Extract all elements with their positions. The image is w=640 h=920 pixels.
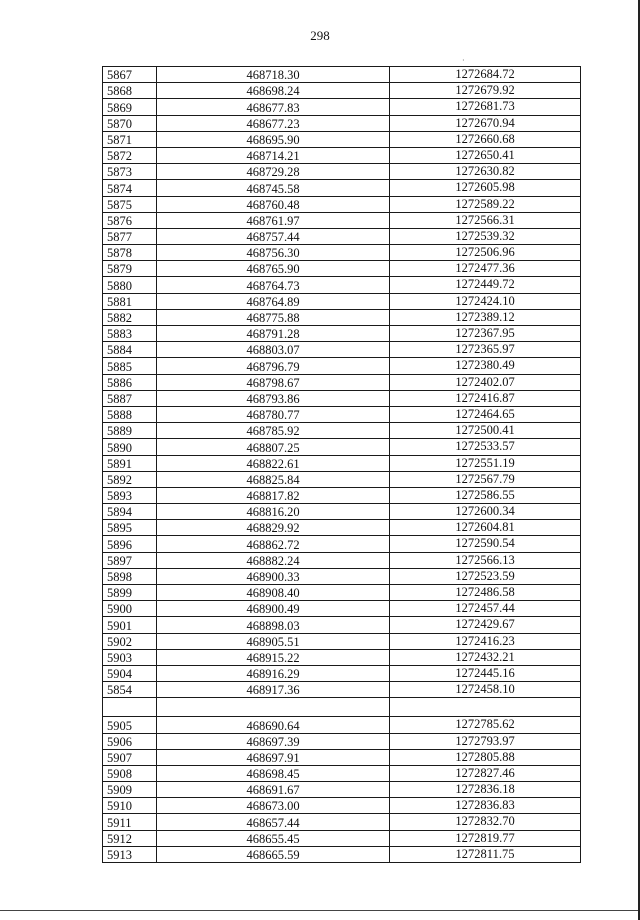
table-row — [103, 601, 581, 617]
y-coordinate-cell: 1272402.07 — [390, 374, 581, 390]
table-row — [103, 115, 581, 131]
point-id-cell: 5873 — [103, 164, 157, 180]
table-row — [103, 814, 581, 830]
y-coordinate-cell: 1272630.82 — [390, 164, 581, 180]
y-coordinate-cell: 1272604.81 — [390, 520, 581, 536]
y-coordinate-cell: 1272365.97 — [390, 342, 581, 358]
x-coordinate-cell: 468757.44 — [157, 228, 390, 244]
table-row — [103, 406, 581, 422]
y-coordinate-cell: 1272600.34 — [390, 504, 581, 520]
y-coordinate-cell: 1272670.94 — [390, 115, 581, 131]
table-row — [103, 520, 581, 536]
point-id-cell: 5912 — [103, 830, 157, 846]
y-coordinate-cell: 1272445.16 — [390, 665, 581, 681]
y-coordinate-cell: 1272486.58 — [390, 585, 581, 601]
x-coordinate-cell: 468829.92 — [157, 520, 390, 536]
table-row — [103, 293, 581, 309]
point-id-cell: 5868 — [103, 83, 157, 99]
table-row — [103, 568, 581, 584]
y-coordinate-cell: 1272506.96 — [390, 245, 581, 261]
x-coordinate-cell: 468785.92 — [157, 423, 390, 439]
point-id-cell: 5881 — [103, 293, 157, 309]
table-row — [103, 261, 581, 277]
x-coordinate-cell: 468825.84 — [157, 471, 390, 487]
x-coordinate-cell: 468698.45 — [157, 765, 390, 781]
point-id-cell: 5898 — [103, 568, 157, 584]
x-coordinate-cell: 468807.25 — [157, 439, 390, 455]
x-coordinate-cell: 468905.51 — [157, 633, 390, 649]
table-gap-row — [103, 698, 581, 717]
y-coordinate-cell: 1272449.72 — [390, 277, 581, 293]
y-coordinate-cell: 1272811.75 — [390, 846, 581, 862]
y-coordinate-cell: 1272367.95 — [390, 326, 581, 342]
point-id-cell: 5901 — [103, 617, 157, 633]
x-coordinate-cell: 468655.45 — [157, 830, 390, 846]
point-id-cell: 5885 — [103, 358, 157, 374]
table-gap — [103, 698, 581, 717]
point-id-cell: 5884 — [103, 342, 157, 358]
table-row — [103, 147, 581, 163]
table-row — [103, 504, 581, 520]
scan-speck: · — [462, 56, 465, 65]
point-id-cell: 5893 — [103, 487, 157, 503]
table-row — [103, 67, 581, 83]
table-row — [103, 423, 581, 439]
y-coordinate-cell: 1272500.41 — [390, 423, 581, 439]
table-row — [103, 665, 581, 681]
y-coordinate-cell: 1272416.87 — [390, 390, 581, 406]
y-coordinate-cell: 1272605.98 — [390, 180, 581, 196]
table-row — [103, 552, 581, 568]
table-row — [103, 439, 581, 455]
y-coordinate-cell: 1272424.10 — [390, 293, 581, 309]
table-row — [103, 782, 581, 798]
point-id-cell: 5867 — [103, 67, 157, 83]
point-id-cell: 5890 — [103, 439, 157, 455]
table-row — [103, 830, 581, 846]
y-coordinate-cell: 1272785.62 — [390, 717, 581, 733]
x-coordinate-cell: 468697.39 — [157, 733, 390, 749]
point-id-cell: 5878 — [103, 245, 157, 261]
table-row — [103, 749, 581, 765]
x-coordinate-cell: 468798.67 — [157, 374, 390, 390]
coordinate-table-container — [102, 66, 580, 863]
x-coordinate-cell: 468862.72 — [157, 536, 390, 552]
point-id-cell: 5907 — [103, 749, 157, 765]
table-row — [103, 487, 581, 503]
x-coordinate-cell: 468764.73 — [157, 277, 390, 293]
y-coordinate-cell: 1272827.46 — [390, 765, 581, 781]
table-row — [103, 180, 581, 196]
y-coordinate-cell: 1272539.32 — [390, 228, 581, 244]
x-coordinate-cell: 468765.90 — [157, 261, 390, 277]
table-row — [103, 196, 581, 212]
y-coordinate-cell: 1272805.88 — [390, 749, 581, 765]
x-coordinate-cell: 468745.58 — [157, 180, 390, 196]
table-row — [103, 798, 581, 814]
y-coordinate-cell: 1272660.68 — [390, 131, 581, 147]
point-id-cell: 5874 — [103, 180, 157, 196]
point-id-cell: 5906 — [103, 733, 157, 749]
point-id-cell: 5909 — [103, 782, 157, 798]
y-coordinate-cell: 1272458.10 — [390, 682, 581, 698]
point-id-cell: 5905 — [103, 717, 157, 733]
y-coordinate-cell: 1272533.57 — [390, 439, 581, 455]
y-coordinate-cell: 1272684.72 — [390, 67, 581, 83]
x-coordinate-cell: 468761.97 — [157, 212, 390, 228]
point-id-cell: 5891 — [103, 455, 157, 471]
point-id-cell: 5895 — [103, 520, 157, 536]
x-coordinate-cell: 468691.67 — [157, 782, 390, 798]
coordinate-table-body-1 — [103, 67, 581, 698]
x-coordinate-cell: 468908.40 — [157, 585, 390, 601]
x-coordinate-cell: 468917.36 — [157, 682, 390, 698]
table-row — [103, 342, 581, 358]
table-row — [103, 649, 581, 665]
point-id-cell: 5880 — [103, 277, 157, 293]
table-row — [103, 536, 581, 552]
point-id-cell: 5896 — [103, 536, 157, 552]
point-id-cell: 5911 — [103, 814, 157, 830]
point-id-cell: 5877 — [103, 228, 157, 244]
y-coordinate-cell: 1272477.36 — [390, 261, 581, 277]
x-coordinate-cell: 468916.29 — [157, 665, 390, 681]
coordinate-table — [102, 66, 581, 863]
table-row — [103, 245, 581, 261]
y-coordinate-cell: 1272681.73 — [390, 99, 581, 115]
y-coordinate-cell: 1272429.67 — [390, 617, 581, 633]
x-coordinate-cell: 468882.24 — [157, 552, 390, 568]
y-coordinate-cell: 1272836.83 — [390, 798, 581, 814]
table-row — [103, 585, 581, 601]
x-coordinate-cell: 468729.28 — [157, 164, 390, 180]
x-coordinate-cell: 468698.24 — [157, 83, 390, 99]
bottom-rule — [0, 910, 640, 911]
table-row — [103, 765, 581, 781]
table-row — [103, 390, 581, 406]
table-row — [103, 277, 581, 293]
point-id-cell: 5871 — [103, 131, 157, 147]
table-row — [103, 374, 581, 390]
x-coordinate-cell: 468677.83 — [157, 99, 390, 115]
table-row — [103, 83, 581, 99]
x-coordinate-cell: 468796.79 — [157, 358, 390, 374]
y-coordinate-cell: 1272650.41 — [390, 147, 581, 163]
x-coordinate-cell: 468803.07 — [157, 342, 390, 358]
point-id-cell: 5899 — [103, 585, 157, 601]
y-coordinate-cell: 1272566.31 — [390, 212, 581, 228]
x-coordinate-cell: 468817.82 — [157, 487, 390, 503]
table-row — [103, 326, 581, 342]
y-coordinate-cell: 1272432.21 — [390, 649, 581, 665]
y-coordinate-cell: 1272590.54 — [390, 536, 581, 552]
x-coordinate-cell: 468791.28 — [157, 326, 390, 342]
x-coordinate-cell: 468775.88 — [157, 309, 390, 325]
y-coordinate-cell: 1272566.13 — [390, 552, 581, 568]
point-id-cell: 5883 — [103, 326, 157, 342]
point-id-cell: 5888 — [103, 406, 157, 422]
table-row — [103, 228, 581, 244]
x-coordinate-cell: 468695.90 — [157, 131, 390, 147]
point-id-cell: 5886 — [103, 374, 157, 390]
x-coordinate-cell: 468760.48 — [157, 196, 390, 212]
y-coordinate-cell: 1272523.59 — [390, 568, 581, 584]
y-coordinate-cell: 1272589.22 — [390, 196, 581, 212]
y-coordinate-cell: 1272567.79 — [390, 471, 581, 487]
x-coordinate-cell: 468816.20 — [157, 504, 390, 520]
y-coordinate-cell: 1272793.97 — [390, 733, 581, 749]
x-coordinate-cell: 468673.00 — [157, 798, 390, 814]
point-id-cell: 5910 — [103, 798, 157, 814]
y-coordinate-cell: 1272389.12 — [390, 309, 581, 325]
x-coordinate-cell: 468900.49 — [157, 601, 390, 617]
point-id-cell: 5903 — [103, 649, 157, 665]
x-coordinate-cell: 468665.59 — [157, 846, 390, 862]
table-row — [103, 617, 581, 633]
point-id-cell: 5872 — [103, 147, 157, 163]
x-coordinate-cell: 468900.33 — [157, 568, 390, 584]
y-coordinate-cell: 1272819.77 — [390, 830, 581, 846]
table-row — [103, 131, 581, 147]
table-row — [103, 471, 581, 487]
x-coordinate-cell: 468714.21 — [157, 147, 390, 163]
y-coordinate-cell: 1272464.65 — [390, 406, 581, 422]
x-coordinate-cell: 468756.30 — [157, 245, 390, 261]
y-coordinate-cell: 1272551.19 — [390, 455, 581, 471]
point-id-cell: 5889 — [103, 423, 157, 439]
page-number: 298 — [310, 28, 330, 43]
x-coordinate-cell: 468780.77 — [157, 406, 390, 422]
table-row — [103, 99, 581, 115]
x-coordinate-cell: 468793.86 — [157, 390, 390, 406]
y-coordinate-cell: 1272457.44 — [390, 601, 581, 617]
table-row — [103, 455, 581, 471]
x-coordinate-cell: 468898.03 — [157, 617, 390, 633]
x-coordinate-cell: 468764.89 — [157, 293, 390, 309]
table-row — [103, 212, 581, 228]
point-id-cell: 5854 — [103, 682, 157, 698]
point-id-cell: 5904 — [103, 665, 157, 681]
point-id-cell: 5913 — [103, 846, 157, 862]
x-coordinate-cell: 468677.23 — [157, 115, 390, 131]
point-id-cell: 5897 — [103, 552, 157, 568]
point-id-cell: 5900 — [103, 601, 157, 617]
x-coordinate-cell: 468718.30 — [157, 67, 390, 83]
point-id-cell: 5870 — [103, 115, 157, 131]
point-id-cell: 5869 — [103, 99, 157, 115]
x-coordinate-cell: 468915.22 — [157, 649, 390, 665]
table-row — [103, 358, 581, 374]
point-id-cell: 5887 — [103, 390, 157, 406]
table-row — [103, 682, 581, 698]
coordinate-table-body-2 — [103, 717, 581, 863]
y-coordinate-cell: 1272586.55 — [390, 487, 581, 503]
point-id-cell: 5892 — [103, 471, 157, 487]
table-row — [103, 633, 581, 649]
point-id-cell: 5879 — [103, 261, 157, 277]
y-coordinate-cell: 1272836.18 — [390, 782, 581, 798]
y-coordinate-cell: 1272679.92 — [390, 83, 581, 99]
table-row — [103, 733, 581, 749]
point-id-cell: 5882 — [103, 309, 157, 325]
point-id-cell: 5876 — [103, 212, 157, 228]
table-row — [103, 309, 581, 325]
table-row — [103, 164, 581, 180]
x-coordinate-cell: 468822.61 — [157, 455, 390, 471]
table-row — [103, 717, 581, 733]
point-id-cell: 5894 — [103, 504, 157, 520]
point-id-cell: 5908 — [103, 765, 157, 781]
y-coordinate-cell: 1272416.23 — [390, 633, 581, 649]
x-coordinate-cell: 468690.64 — [157, 717, 390, 733]
x-coordinate-cell: 468657.44 — [157, 814, 390, 830]
point-id-cell: 5902 — [103, 633, 157, 649]
point-id-cell: 5875 — [103, 196, 157, 212]
table-row — [103, 846, 581, 862]
x-coordinate-cell: 468697.91 — [157, 749, 390, 765]
y-coordinate-cell: 1272832.70 — [390, 814, 581, 830]
y-coordinate-cell: 1272380.49 — [390, 358, 581, 374]
